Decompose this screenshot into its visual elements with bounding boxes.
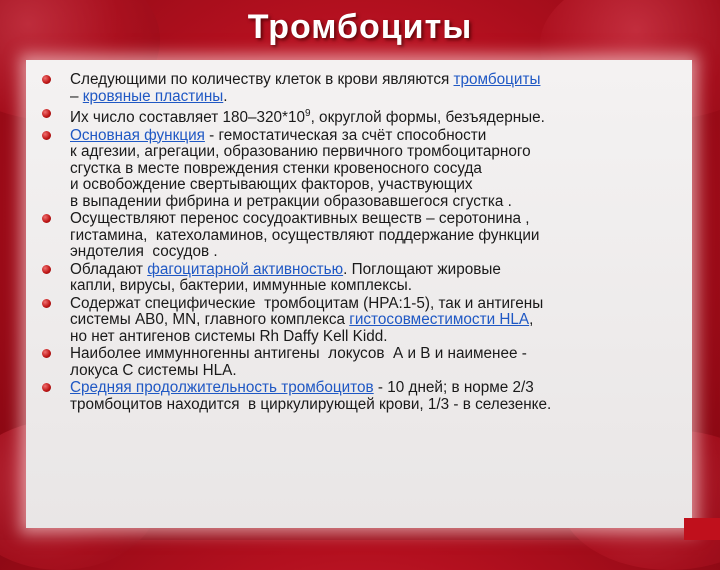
bullet-item: [42, 72, 682, 105]
bullet-item: [42, 128, 682, 211]
bullet-text: - 10 дней; в норме 2/3: [373, 379, 534, 397]
bullet-icon: [42, 131, 51, 140]
bullet-item: [42, 106, 682, 127]
bullet-text: Осуществляют перенос сосудоактивных веществ – серотонина ,: [70, 210, 530, 228]
highlight-term: фагоцитарной активностью: [147, 260, 344, 278]
bullet-text: системы АВ0, MN, главного комплекса: [70, 311, 350, 329]
bullet-item: [42, 380, 682, 413]
bullet-item: [42, 346, 682, 379]
corner-decoration: [684, 518, 720, 540]
bullet-text: , округлой формы, безъядерные.: [310, 109, 545, 127]
highlight-term: тромбоциты: [453, 71, 541, 88]
bullet-text: гистамина, катехоламинов, осуществляют поддержание функции: [70, 226, 540, 244]
bullet-text: сгустка в месте повреждения стенки кровеносного сосуда: [70, 159, 482, 177]
bullet-text: Содержат специфические тромбоцитам (HPA:1-5), так и антигены: [70, 294, 544, 312]
highlight-term: гистосовместимости HLA: [349, 311, 530, 329]
exponent: 9: [305, 108, 311, 119]
highlight-term: Основная функция: [70, 126, 205, 144]
bullet-text: и освобождение свертывающих факторов, участвующих: [70, 176, 473, 194]
bullet-text: эндотелия сосудов .: [70, 243, 218, 261]
bullet-item: [42, 262, 682, 295]
bullet-icon: [42, 214, 51, 223]
bullet-text: но нет антигенов системы Rh Daffy Kell Kidd.: [70, 327, 388, 345]
bullet-text: к адгезии, агрегации, образованию первичного тромбоцитарного: [70, 143, 531, 161]
bullet-icon: [42, 383, 51, 392]
bullet-list: [42, 72, 682, 414]
bullet-text: Следующими по количеству клеток в крови являются: [70, 71, 454, 88]
highlight-term: Средняя продолжительность тромбоцитов: [70, 379, 374, 397]
bullet-text: –: [70, 87, 83, 105]
bullet-text: в выпадении фибрина и ретракции образовавшегося сгустка .: [70, 192, 512, 210]
bullet-text: Обладают: [70, 260, 148, 278]
bullet-icon: [42, 75, 51, 84]
bullet-text: ,: [529, 311, 534, 329]
bullet-icon: [42, 299, 51, 308]
highlight-term: кровяные пластины: [82, 87, 224, 105]
bullet-text: тромбоцитов находится в циркулирующей крови, 1/3 - в селезенке.: [70, 395, 552, 413]
bullet-text: .: [223, 87, 228, 105]
bullet-text: локуса С системы HLA.: [70, 361, 237, 379]
slide-title: Тромбоциты: [247, 8, 473, 46]
bullet-text: - гемостатическая за счёт способности: [204, 126, 487, 144]
bullet-text: Наиболее иммунногенны антигены локусов А и В и наименее -: [70, 345, 527, 363]
bullet-icon: [42, 349, 51, 358]
bullet-item: [42, 296, 682, 346]
bullet-icon: [42, 265, 51, 274]
bullet-text: капли, вирусы, бактерии, иммунные комплексы.: [70, 277, 413, 295]
bullet-icon: [42, 109, 51, 118]
bullet-text: . Поглощают жировые: [343, 260, 501, 278]
bullet-text: Их число составляет 180–320*10: [70, 109, 305, 127]
bullet-item: [42, 211, 682, 261]
